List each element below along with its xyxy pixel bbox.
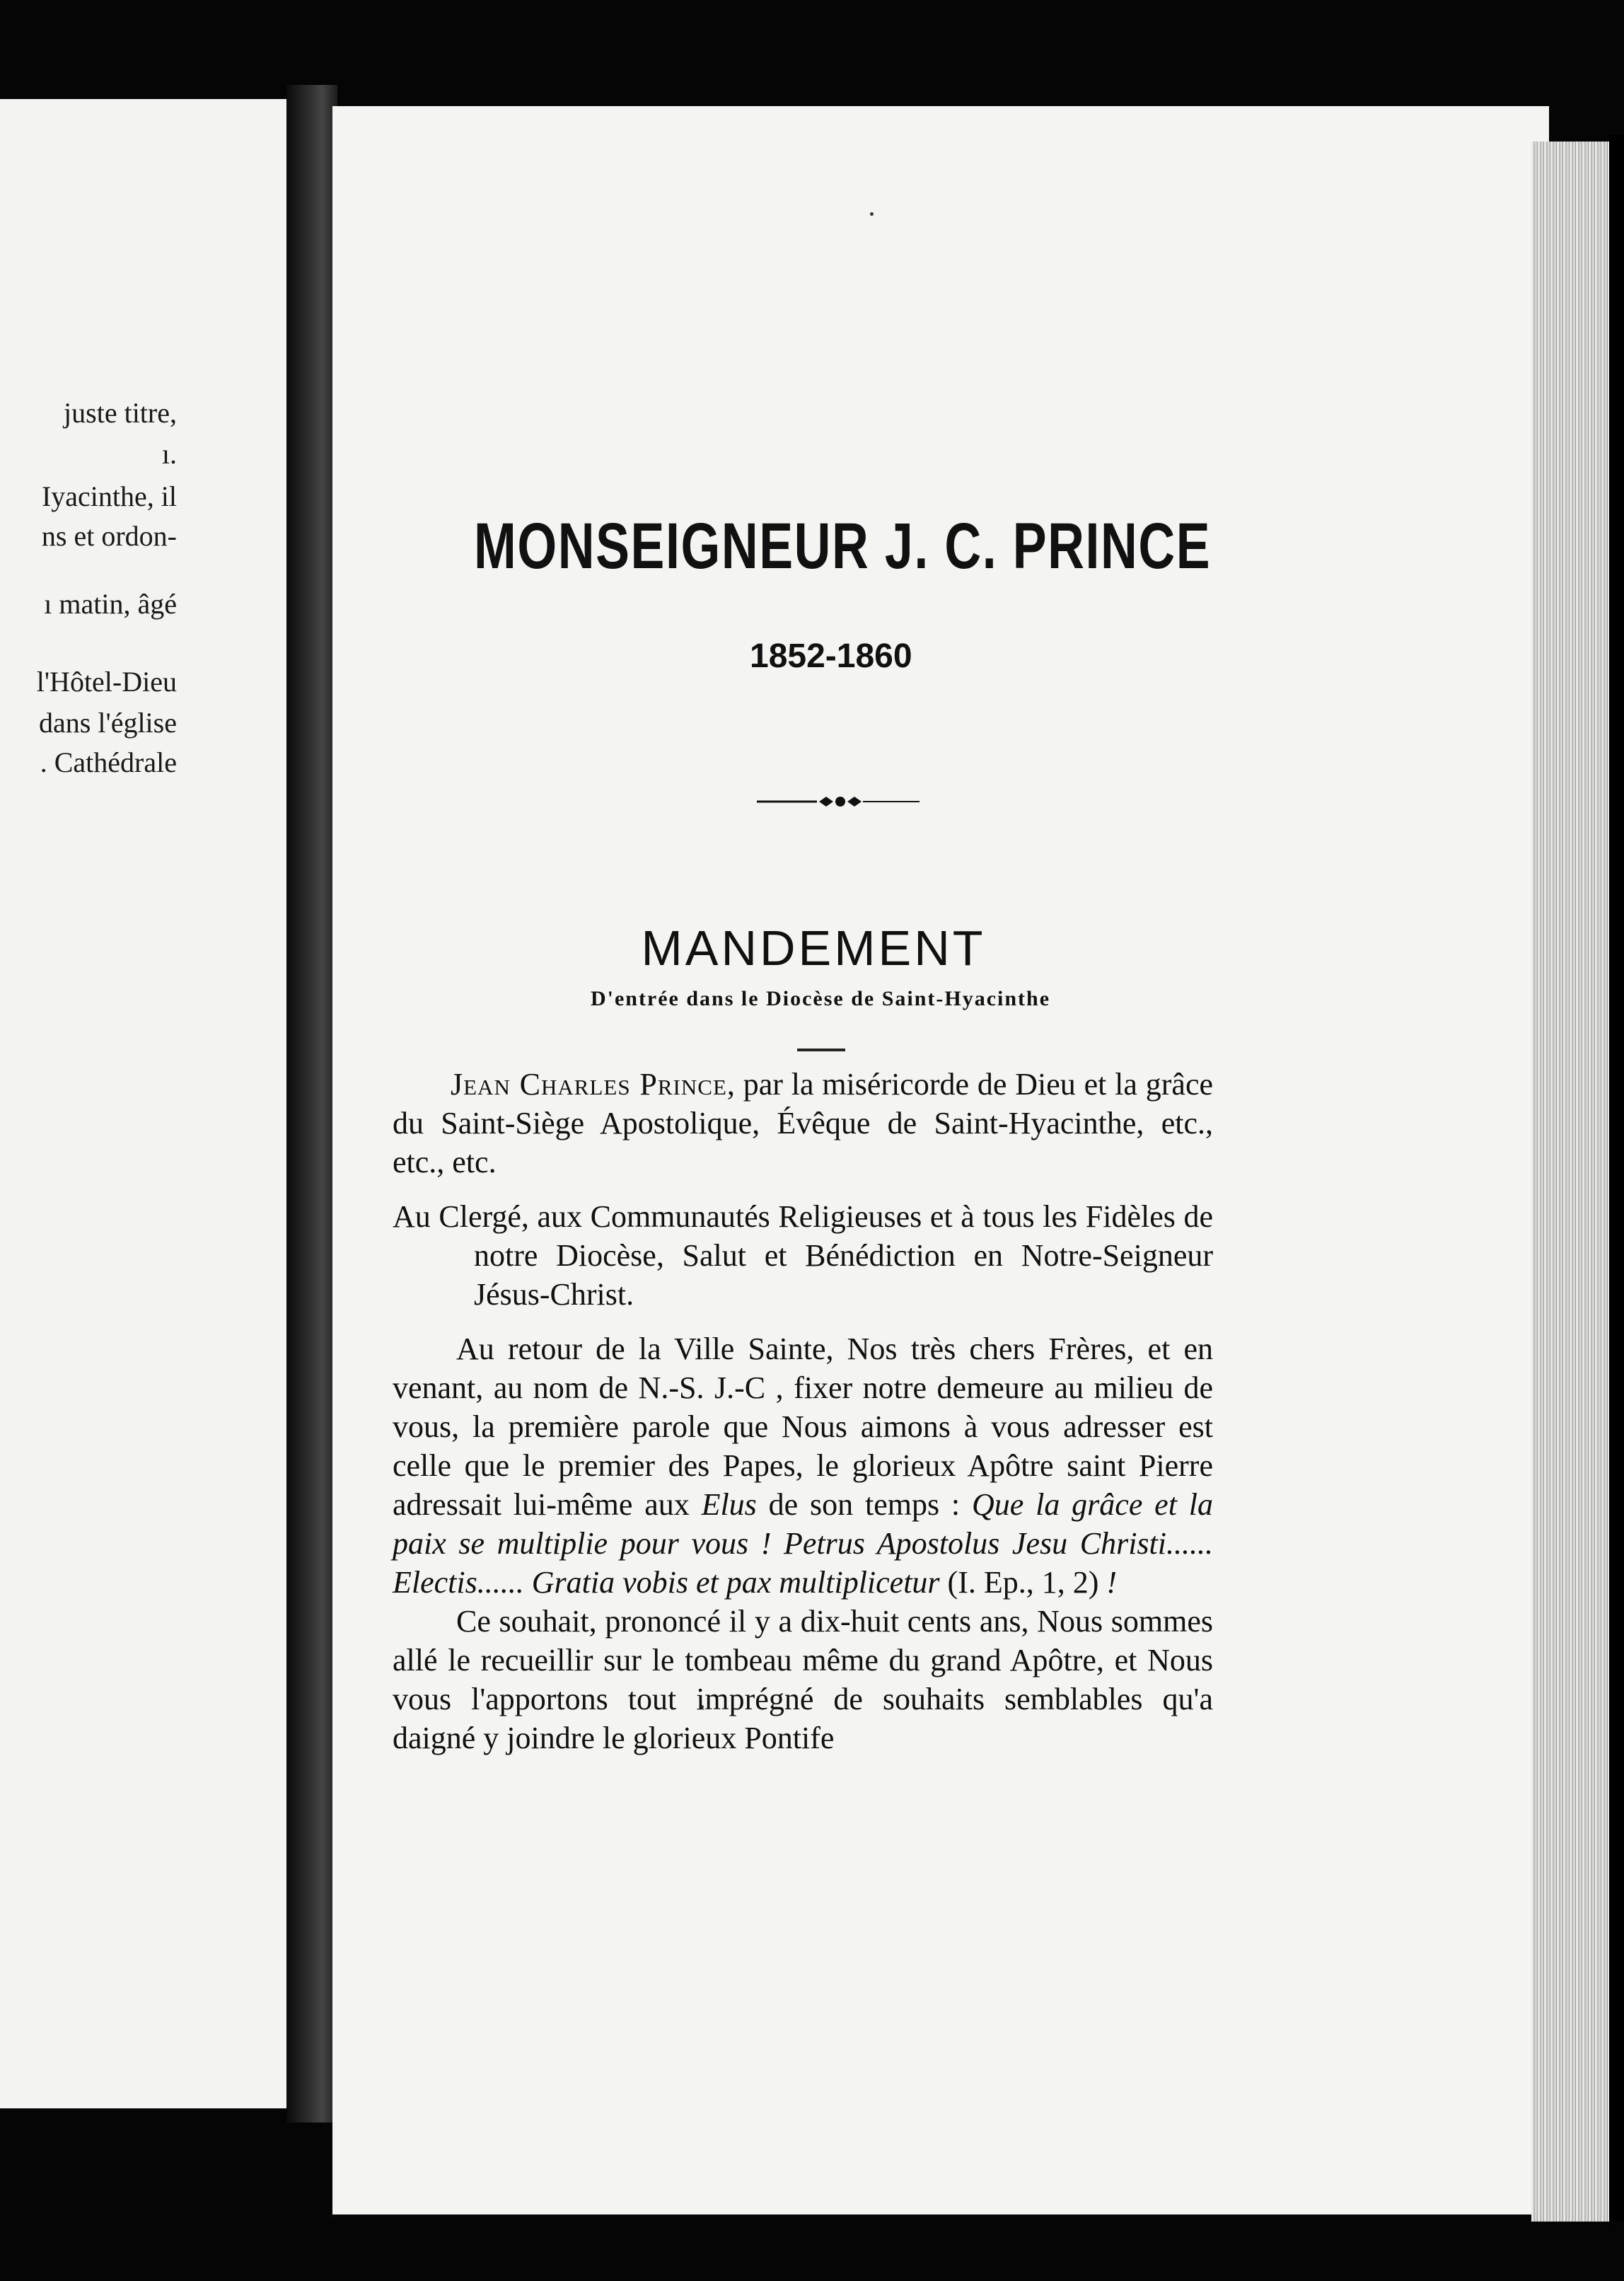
paragraph: Ce souhait, prononcé il y a dix-huit cents ans, Nous sommes allé le recueillir sur le tombeau même du grand Apôtre, et Nous vous l'apportons tout imprégné de souhaits semblables qu'a daigné y joindre le glorieux Pontife xyxy=(393,1604,1213,1755)
left-page-line: Iyacinthe, il xyxy=(41,480,177,512)
left-page xyxy=(0,99,286,2108)
paragraph xyxy=(393,1329,1213,1602)
italic-quote: Que la grâce et la paix se multiplie pour vous ! Petrus Apostolus Jesu Christi...... Electis...... Gratia vobis et pax multiplicetur xyxy=(393,1487,1213,1600)
left-page-line: ı. xyxy=(161,438,177,470)
section-subheading: D'entrée dans le Diocèse de Saint-Hyacinthe xyxy=(590,987,1051,1010)
left-page-line: ns et ordon- xyxy=(41,520,177,552)
bishop-name: Jean Charles Prince xyxy=(451,1067,727,1102)
italic-text: Elus xyxy=(701,1487,757,1522)
years: 1852-1860 xyxy=(750,637,912,675)
paragraph-text: Au retour de la Ville Sainte, Nos très chers Frères, et en venant, au nom de N.-S. J.-C , fixer notre demeure au milieu de vous, la première parole que Nous aimons à vous adresser est celle que le premier des Papes, le glorieux Apôtre saint Pierre adressait lui-même aux xyxy=(393,1332,1213,1522)
paragraph-text: de son temps : xyxy=(756,1487,972,1522)
page-edges xyxy=(1531,142,1609,2222)
left-page-line: ı matin, âgé xyxy=(44,588,177,620)
body-text xyxy=(393,1065,1213,1757)
paragraph: Au Clergé, aux Communautés Religieuses et à tous les Fidèles de notre Diocèse, Salut et Bénédiction en Notre-Seigneur Jésus-Christ. xyxy=(393,1199,1213,1312)
left-page-line: juste titre, xyxy=(64,397,177,429)
left-page-line: l'Hôtel-Dieu xyxy=(36,666,177,698)
rule xyxy=(797,1049,845,1051)
left-page-line: dans l'église xyxy=(39,707,177,739)
paragraph xyxy=(393,1065,1213,1182)
left-page-line: . Cathédrale xyxy=(40,746,177,778)
edge-shadow xyxy=(1609,134,1624,2222)
section-heading: MANDEMENT xyxy=(641,920,986,976)
citation: (I. Ep., 1, 2) xyxy=(939,1565,1099,1600)
ornament-divider xyxy=(757,791,920,812)
paragraph-text: , par la miséricorde de Dieu et la grâce du Saint-Siège Apostolique, Évêque de Saint-Hyacinthe, etc., etc., etc. xyxy=(393,1067,1213,1179)
italic-text: ! xyxy=(1098,1565,1118,1600)
page-title: MONSEIGNEUR J. C. PRINCE xyxy=(474,510,1212,582)
book-gutter xyxy=(286,85,337,2123)
